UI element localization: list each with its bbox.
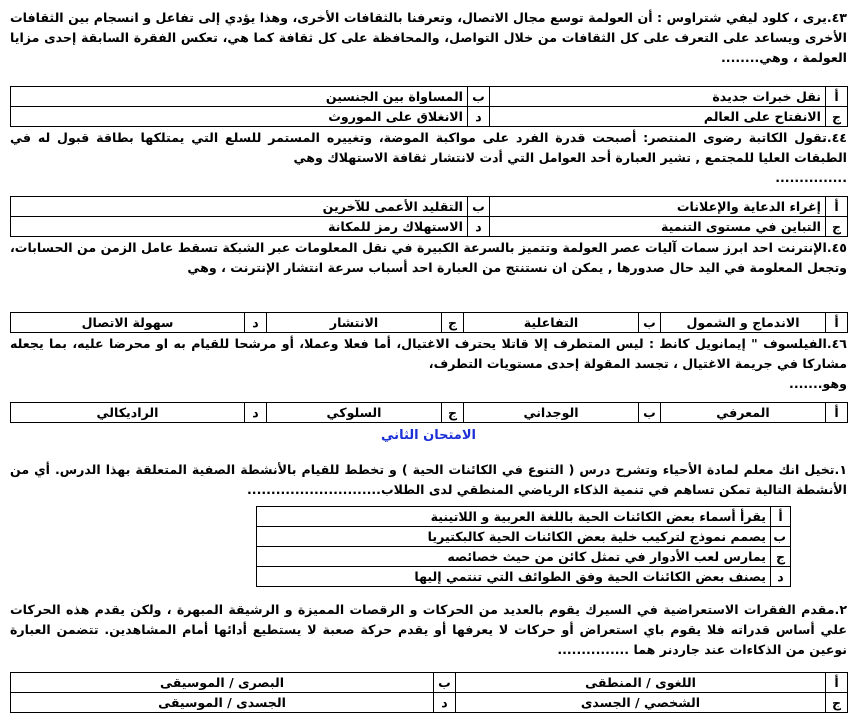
- exam2-question-2-options: [10, 672, 848, 713]
- question-46-tail: وهو.......: [789, 376, 847, 391]
- option-letter: ب: [771, 527, 791, 547]
- question-46-body: ٤٦.الفيلسوف " إيمانويل كانط : ليس المتطرف إلا قاتلا يحترف الاغتيال، أما فعلا وعملا، أو مرشحا للقيام به او محرضا عليه، بما يجعله مشاركا في جريمة الاغتيال ، تجسد المقولة إحدى مستويات التطرف،: [10, 336, 847, 371]
- option-d[interactable]: سهولة الاتصال: [11, 313, 245, 333]
- option-c[interactable]: يمارس لعب الأدوار في تمثل كائن من حيث خصائصه: [257, 547, 771, 567]
- option-c[interactable]: السلوكي: [267, 403, 442, 423]
- option-letter: د: [245, 313, 267, 333]
- option-c[interactable]: الانتشار: [267, 313, 442, 333]
- option-letter: أ: [826, 673, 848, 693]
- option-letter: د: [245, 403, 267, 423]
- option-letter: ب: [434, 673, 456, 693]
- option-letter: د: [434, 693, 456, 713]
- option-d[interactable]: يصنف بعض الكائنات الحية وفق الطوائف التي تنتمي إليها: [257, 567, 771, 587]
- option-letter: ج: [826, 693, 848, 713]
- option-letter: أ: [826, 403, 848, 423]
- question-45-text: ٤٥.الإنترنت احد ابرز سمات آليات عصر العولمة وتتميز بالسرعة الكبيرة في نقل المعلومات عبر الشبكة تسقط عامل الزمن من الحسابات، وتجعل المعلومة في اليد حال صدورها , يمكن ان نستنتج من العبارة احد أسباب سرعة انتشار الإنترنت ، وهي: [10, 240, 847, 275]
- option-d[interactable]: الاستهلاك رمز للمكانة: [11, 217, 468, 237]
- exam2-question-1-text: ١.تخيل انك معلم لمادة الأحياء وتشرح درس ( التنوع في الكائنات الحية ) و تخطط للقيام بالأنشطة الصفية المتعلقة بهذا الدرس. أي من الأنشطة التالية تمكن تساهم في تنمية الذكاء الرياضي المنطقي لدى الطلاب............................: [10, 462, 847, 497]
- option-letter: أ: [826, 197, 848, 217]
- exam2-question-2-text: ٢.مقدم الفقرات الاستعراضية في السيرك يقوم بالعديد من الحركات و الرقصات المميزة و الرشيقة المبهرة ، ولكن يقدم هذه الحركات علي أساس قدراته فلا يقوم باي استعراض أو حركات لا يعرفها أو يقدم حركة صعبة لا يستطيع أدائها أمام المشاهدين. تتضمن العبارة نوعين من الذكاءات عند جاردنر هما ...............: [10, 602, 847, 657]
- option-letter: ج: [442, 403, 464, 423]
- question-46-options: [10, 402, 848, 423]
- question-43-options: [10, 86, 848, 127]
- option-letter: أ: [826, 313, 848, 333]
- question-45-options: [10, 312, 848, 333]
- option-letter: ب: [468, 87, 490, 107]
- option-a[interactable]: اللغوى / المنطقى: [456, 673, 826, 693]
- option-a[interactable]: المعرفي: [661, 403, 826, 423]
- option-letter: د: [468, 217, 490, 237]
- option-letter: ج: [442, 313, 464, 333]
- option-b[interactable]: التفاعلية: [464, 313, 639, 333]
- exam2-question-1-options: [256, 506, 791, 587]
- option-b[interactable]: البصرى / الموسيقى: [11, 673, 434, 693]
- option-a[interactable]: نقل خبرات جديدة: [490, 87, 826, 107]
- question-44-dots: ...............: [775, 170, 847, 185]
- option-b[interactable]: التقليد الأعمى للآخرين: [11, 197, 468, 217]
- question-46-text: [10, 334, 847, 394]
- option-c[interactable]: التباين في مستوى التنمية: [490, 217, 826, 237]
- option-b[interactable]: يصمم نموذج لتركيب خلية بعض الكائنات الحية كالبكتيريا: [257, 527, 771, 547]
- option-c[interactable]: الانفتاح على العالم: [490, 107, 826, 127]
- option-letter: ب: [468, 197, 490, 217]
- option-letter: ج: [771, 547, 791, 567]
- option-a[interactable]: يقرأ أسماء بعض الكائنات الحية باللغة العربية و اللاتينية: [257, 507, 771, 527]
- question-44-body: ٤٤.تقول الكاتبة رضوى المنتصر: أصبحت قدرة الفرد على مواكبة الموضة، وتغييره المستمر للسلع التي يمتلكها بطاقة قبول له في الطبقات العليا للمجتمع , تشير العبارة أحد العوامل التي أدت لانتشار ثقافة الاستهلاك وهي: [10, 130, 847, 165]
- question-44-text: [10, 128, 847, 188]
- option-letter: ج: [826, 217, 848, 237]
- question-43-text: ٤٣.يرى ، كلود ليفي شتراوس : أن العولمة توسع مجال الاتصال، وتعرفنا بالثقافات الأخرى، وهذا يؤدي إلى تفاعل و انسجام بين الثقافات الأخرى ويساعد على التعرف على كل الثقافات من خلال التواصل، والمحافظة على كل ثقافة كما هي، تعكس الفقرة السابقة إحدى مزايا العولمة ، وهي........: [10, 10, 847, 65]
- option-letter: د: [771, 567, 791, 587]
- option-letter: ب: [639, 403, 661, 423]
- option-d[interactable]: الراديكالي: [11, 403, 245, 423]
- option-c[interactable]: الشخصي / الجسدى: [456, 693, 826, 713]
- option-letter: أ: [826, 87, 848, 107]
- option-a[interactable]: إغراء الدعاية والإعلانات: [490, 197, 826, 217]
- option-a[interactable]: الاندماج و الشمول: [661, 313, 826, 333]
- option-b[interactable]: المساواة بين الجنسين: [11, 87, 468, 107]
- question-44-options: [10, 196, 848, 237]
- option-d[interactable]: الجسدى / الموسيقى: [11, 693, 434, 713]
- option-letter: أ: [771, 507, 791, 527]
- option-d[interactable]: الانغلاق على الموروث: [11, 107, 468, 127]
- section-title: الامتحان الثاني: [381, 428, 476, 443]
- option-letter: د: [468, 107, 490, 127]
- option-b[interactable]: الوجداني: [464, 403, 639, 423]
- option-letter: ج: [826, 107, 848, 127]
- option-letter: ب: [639, 313, 661, 333]
